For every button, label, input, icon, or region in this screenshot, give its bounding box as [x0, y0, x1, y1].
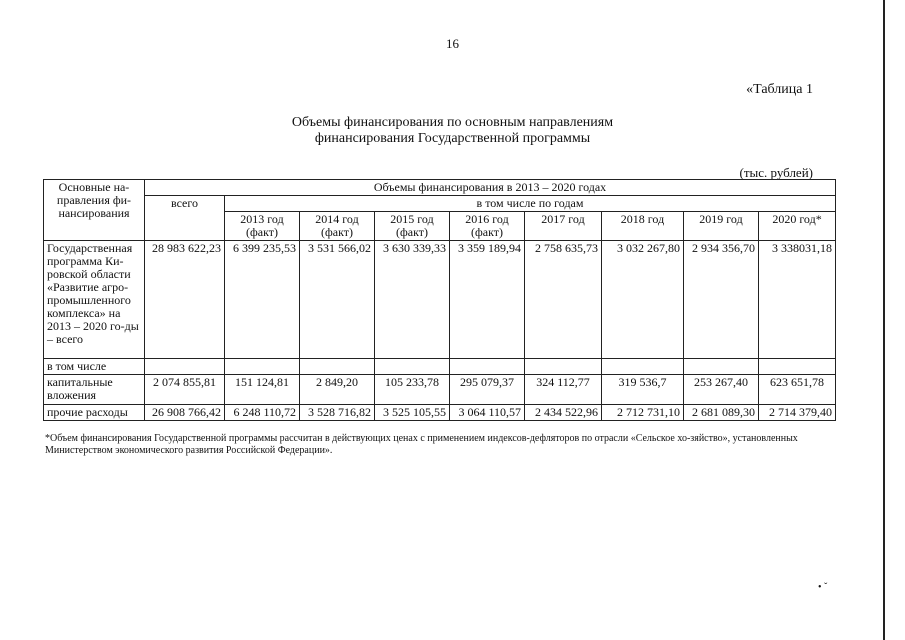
cell-value	[225, 359, 300, 375]
header-volume-group: Объемы финансирования в 2013 – 2020 годах	[145, 180, 836, 196]
header-year: 2014 год (факт)	[300, 212, 375, 241]
row-label: прочие расходы	[44, 405, 145, 421]
cell-value: 3 630 339,33	[375, 241, 450, 359]
row-label: капитальные вложения	[44, 375, 145, 405]
row-label: в том числе	[44, 359, 145, 375]
cell-value: 105 233,78	[375, 375, 450, 405]
cell-value: 3 032 267,80	[602, 241, 684, 359]
cell-total	[145, 359, 225, 375]
cell-value	[375, 359, 450, 375]
cell-value: 2 434 522,96	[525, 405, 602, 421]
cell-total: 26 908 766,42	[145, 405, 225, 421]
header-year: 2020 год*	[759, 212, 836, 241]
header-total: всего	[145, 196, 225, 241]
table-row-capital	[44, 375, 836, 405]
header-year: 2019 год	[684, 212, 759, 241]
cell-total: 2 074 855,81	[145, 375, 225, 405]
title-line-1: Объемы финансирования по основным направлениям	[291, 115, 614, 130]
cell-value: 324 112,77	[525, 375, 602, 405]
cell-value: 3 338031,18	[759, 241, 836, 359]
header-year: 2017 год	[525, 212, 602, 241]
cell-value: 295 079,37	[450, 375, 525, 405]
cell-value: 2 681 089,30	[684, 405, 759, 421]
cell-total: 28 983 622,23	[145, 241, 225, 359]
cell-value: 151 124,81	[225, 375, 300, 405]
cell-value: 3 525 105,55	[375, 405, 450, 421]
cell-value: 2 934 356,70	[684, 241, 759, 359]
cell-value	[300, 359, 375, 375]
header-row-1	[44, 180, 836, 196]
cell-value: 6 399 235,53	[225, 241, 300, 359]
cell-value: 2 849,20	[300, 375, 375, 405]
page-number: 16	[446, 36, 459, 51]
cell-value: 3 531 566,02	[300, 241, 375, 359]
cell-value	[684, 359, 759, 375]
cell-value: 2 714 379,40	[759, 405, 836, 421]
header-year: 2018 год	[602, 212, 684, 241]
cell-value	[525, 359, 602, 375]
header-year: 2013 год (факт)	[225, 212, 300, 241]
document-title	[0, 115, 905, 147]
cell-value: 319 536,7	[602, 375, 684, 405]
cell-value: 3 359 189,94	[450, 241, 525, 359]
units-label: (тыс. рублей)	[739, 165, 813, 180]
table-row-other	[44, 405, 836, 421]
header-year: 2015 год (факт)	[375, 212, 450, 241]
cell-value: 623 651,78	[759, 375, 836, 405]
table-label: «Таблица 1	[746, 82, 813, 97]
table-row-including	[44, 359, 836, 375]
header-by-year-group: в том числе по годам	[225, 196, 836, 212]
title-line-2: финансирования Государственной программы	[314, 131, 591, 146]
cell-value	[759, 359, 836, 375]
footnote: *Объем финансирования Государственной программы рассчитан в действующих ценах с применением индексов-дефляторов по отрасли «Сельское хо-зяйство», установленных Министерством экономического развития Российской Федерации».	[45, 433, 798, 456]
page-edge-line	[883, 0, 885, 640]
header-year: 2016 год (факт)	[450, 212, 525, 241]
cell-value: 2 758 635,73	[525, 241, 602, 359]
cell-value: 2 712 731,10	[602, 405, 684, 421]
table-row-program-total	[44, 241, 836, 359]
header-direction: Основные на-правления фи-нансирования	[44, 180, 145, 241]
scan-marks: • ˇ	[818, 582, 828, 593]
financing-table	[43, 179, 836, 421]
cell-value	[450, 359, 525, 375]
cell-value	[602, 359, 684, 375]
cell-value: 253 267,40	[684, 375, 759, 405]
cell-value: 6 248 110,72	[225, 405, 300, 421]
header-row-2	[44, 196, 836, 212]
row-label: Государственная программа Ки-ровской области «Развитие агро-промышленного комплекса» на 2013 – 2020 го-ды – всего	[44, 241, 145, 359]
cell-value: 3 528 716,82	[300, 405, 375, 421]
cell-value: 3 064 110,57	[450, 405, 525, 421]
